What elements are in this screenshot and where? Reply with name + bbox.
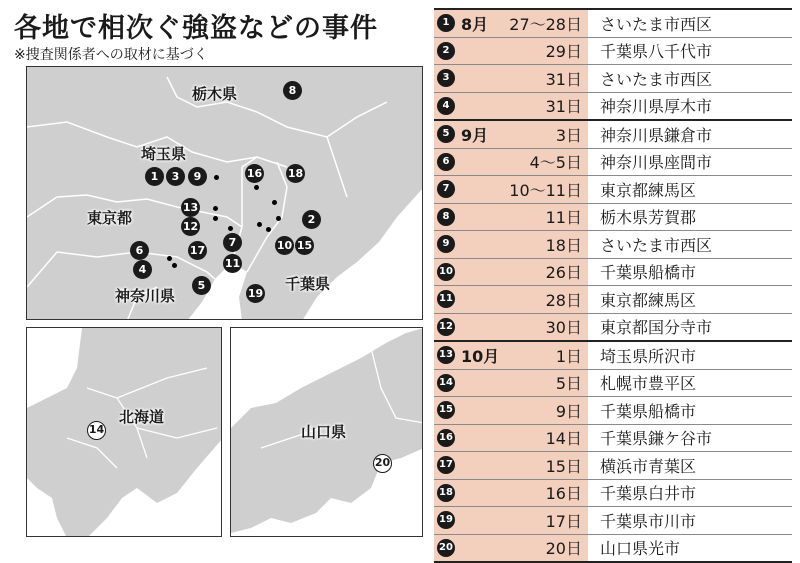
incident-location: 山口県光市 (600, 536, 680, 559)
table-row (434, 342, 792, 370)
incident-month: 8月 (461, 12, 488, 35)
location-dot (254, 185, 259, 190)
table-row (434, 231, 792, 259)
incident-day: 20日 (546, 536, 582, 559)
incident-number: 7 (437, 180, 455, 198)
incident-number: 8 (437, 208, 455, 226)
table-row (434, 507, 792, 535)
incident-number: 11 (437, 290, 455, 308)
incident-day: 31日 (546, 94, 582, 117)
incident-day: 11日 (546, 205, 582, 228)
incident-location: 千葉県八千代市 (600, 39, 712, 62)
location-dot (276, 216, 281, 221)
date-cell (434, 370, 588, 397)
kanto-map-shapes (27, 67, 423, 320)
map-marker-17: 17 (188, 241, 207, 260)
incident-location: 東京都練馬区 (600, 288, 696, 311)
incident-number: 17 (437, 456, 455, 474)
date-cell (434, 286, 588, 313)
date-cell (434, 425, 588, 452)
location-dot (213, 216, 218, 221)
map-marker-6: 6 (130, 241, 149, 260)
source-note: ※捜査関係者への取材に基づく (14, 44, 208, 64)
incident-day: 28日 (546, 288, 582, 311)
incident-day: 17日 (546, 509, 582, 532)
table-row (434, 176, 792, 204)
incident-number: 14 (437, 374, 455, 392)
table-row (434, 314, 792, 343)
incident-location: 神奈川県座間市 (600, 150, 712, 173)
label-hokkaido: 北海道 (119, 406, 164, 427)
map-marker-1: 1 (145, 167, 164, 186)
incident-location: 神奈川県鎌倉市 (600, 123, 712, 146)
map-marker-7: 7 (223, 233, 242, 252)
location-dot (257, 222, 262, 227)
incident-location: 千葉県白井市 (600, 481, 696, 504)
map-marker-16: 16 (245, 164, 264, 183)
incident-location: 東京都国分寺市 (600, 315, 712, 338)
incident-day: 9日 (556, 399, 582, 422)
map-marker-11: 11 (223, 254, 242, 273)
date-cell (434, 480, 588, 507)
table-row (434, 425, 792, 453)
incident-number: 10 (437, 263, 455, 281)
incident-month: 9月 (461, 123, 488, 146)
map-marker-12: 12 (181, 217, 200, 236)
incident-number: 2 (437, 42, 455, 60)
date-cell (434, 231, 588, 258)
incident-location: さいたま市西区 (600, 67, 712, 90)
location-dot (214, 175, 219, 180)
map-marker-8: 8 (283, 81, 302, 100)
map-marker-9: 9 (188, 167, 207, 186)
map-marker-3: 3 (166, 167, 185, 186)
incident-location: 東京都練馬区 (600, 178, 696, 201)
location-dot (266, 227, 271, 232)
incident-day: 10〜11日 (509, 178, 582, 201)
date-cell (434, 507, 588, 534)
incident-location: 千葉県市川市 (600, 509, 696, 532)
incident-number: 3 (437, 69, 455, 87)
incident-number: 16 (437, 429, 455, 447)
kanto-map (26, 66, 423, 320)
incident-table (434, 8, 792, 563)
incident-number: 9 (437, 235, 455, 253)
date-cell (434, 10, 588, 37)
label-saitama: 埼玉県 (141, 143, 186, 164)
table-row (434, 93, 792, 122)
incident-day: 3日 (556, 123, 582, 146)
incident-location: 横浜市青葉区 (600, 454, 696, 477)
label-yamaguchi: 山口県 (301, 421, 346, 442)
incident-number: 1 (437, 14, 455, 32)
table-row (434, 121, 792, 149)
date-cell (434, 38, 588, 65)
label-tochigi: 栃木県 (192, 83, 237, 104)
date-cell (434, 314, 588, 341)
table-row (434, 65, 792, 93)
date-cell (434, 535, 588, 562)
hokkaido-map-shapes (27, 328, 222, 537)
label-tokyo: 東京都 (87, 207, 132, 228)
page-title: 各地で相次ぐ強盗などの事件 (14, 6, 378, 45)
incident-number: 13 (437, 346, 455, 364)
incident-day: 31日 (546, 67, 582, 90)
hokkaido-map (26, 327, 222, 537)
map-marker-14: 14 (87, 421, 106, 440)
table-row (434, 452, 792, 480)
incident-location: さいたま市西区 (600, 233, 712, 256)
incident-day: 29日 (546, 39, 582, 62)
incident-number: 20 (437, 539, 455, 557)
date-cell (434, 397, 588, 424)
table-row (434, 286, 792, 314)
map-marker-4: 4 (133, 260, 152, 279)
date-cell (434, 342, 588, 369)
yamaguchi-map (230, 327, 423, 537)
table-row (434, 8, 792, 38)
table-row (434, 480, 792, 508)
incident-day: 4〜5日 (530, 150, 582, 173)
map-marker-19: 19 (246, 284, 265, 303)
incident-number: 6 (437, 153, 455, 171)
location-dot (167, 256, 172, 261)
incident-number: 18 (437, 484, 455, 502)
map-marker-2: 2 (302, 210, 321, 229)
incident-number: 19 (437, 511, 455, 529)
date-cell (434, 452, 588, 479)
incident-location: 神奈川県厚木市 (600, 94, 712, 117)
incident-day: 5日 (556, 371, 582, 394)
incident-day: 30日 (546, 315, 582, 338)
table-row (434, 535, 792, 563)
location-dot (228, 226, 233, 231)
incident-day: 14日 (546, 426, 582, 449)
location-dot (213, 206, 218, 211)
incident-day: 18日 (546, 233, 582, 256)
map-marker-10: 10 (275, 236, 294, 255)
table-row (434, 370, 792, 398)
date-cell (434, 65, 588, 92)
incident-location: 千葉県鎌ケ谷市 (600, 426, 712, 449)
table-row (434, 149, 792, 177)
location-dot (272, 200, 277, 205)
incident-day: 26日 (546, 260, 582, 283)
incident-number: 4 (437, 97, 455, 115)
incident-number: 15 (437, 401, 455, 419)
date-cell (434, 176, 588, 203)
map-marker-5: 5 (192, 276, 211, 295)
map-marker-15: 15 (295, 236, 314, 255)
incident-number: 12 (437, 318, 455, 336)
table-row (434, 204, 792, 232)
table-row (434, 38, 792, 66)
map-marker-18: 18 (286, 164, 305, 183)
date-cell (434, 93, 588, 120)
incident-location: 札幌市豊平区 (600, 371, 696, 394)
table-row (434, 259, 792, 287)
incident-month: 10月 (461, 344, 499, 367)
incident-location: 千葉県船橋市 (600, 260, 696, 283)
incident-location: 千葉県船橋市 (600, 399, 696, 422)
date-cell (434, 149, 588, 176)
date-cell (434, 121, 588, 148)
incident-location: 栃木県芳賀郡 (600, 205, 696, 228)
incident-location: さいたま市西区 (600, 12, 712, 35)
incident-day: 16日 (546, 481, 582, 504)
incident-location: 埼玉県所沢市 (600, 344, 696, 367)
table-row (434, 397, 792, 425)
incident-day: 1日 (556, 344, 582, 367)
location-dot (172, 263, 177, 268)
map-marker-13: 13 (181, 198, 200, 217)
incident-day: 15日 (546, 454, 582, 477)
incident-day: 27〜28日 (509, 12, 582, 35)
label-chiba: 千葉県 (285, 273, 330, 294)
map-marker-20: 20 (373, 454, 392, 473)
date-cell (434, 259, 588, 286)
incident-number: 5 (437, 125, 455, 143)
label-kanagawa: 神奈川県 (115, 285, 175, 306)
date-cell (434, 204, 588, 231)
